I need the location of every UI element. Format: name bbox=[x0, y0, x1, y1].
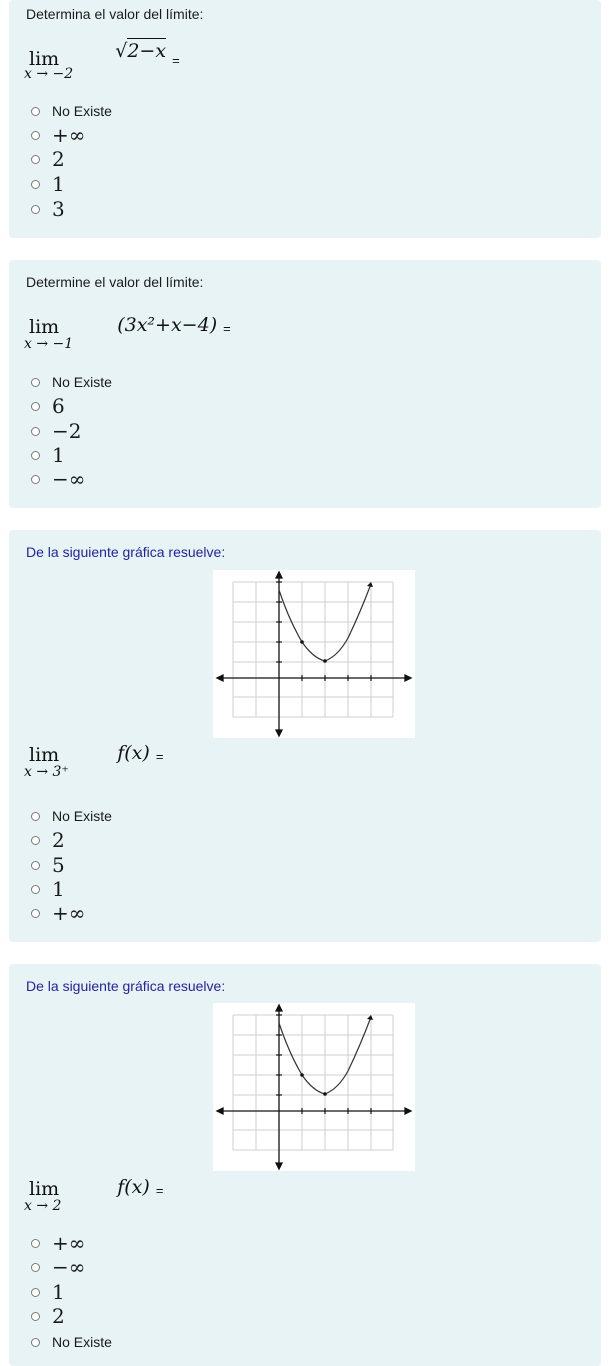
answer-option[interactable] bbox=[31, 1331, 112, 1353]
limit-expression bbox=[24, 1176, 164, 1214]
curve-point bbox=[323, 1092, 327, 1096]
radio-button[interactable] bbox=[31, 909, 40, 918]
question-card-2 bbox=[9, 260, 601, 508]
equals-sign: = bbox=[223, 321, 231, 336]
radio-button[interactable] bbox=[31, 1239, 40, 1248]
radio-button[interactable] bbox=[31, 451, 40, 460]
option-label: 3 bbox=[52, 197, 65, 221]
radio-button[interactable] bbox=[31, 427, 40, 436]
radio-button[interactable] bbox=[31, 885, 40, 894]
option-label: 2 bbox=[52, 828, 65, 852]
limit-operator: lim bbox=[29, 1178, 60, 1200]
radio-button[interactable] bbox=[31, 180, 40, 189]
grid-lines bbox=[233, 1015, 393, 1150]
limit-operator: lim bbox=[29, 48, 60, 70]
curve-arrow bbox=[367, 582, 373, 587]
answer-option[interactable] bbox=[31, 878, 65, 900]
answer-option[interactable] bbox=[31, 100, 112, 122]
answer-option[interactable] bbox=[31, 444, 65, 466]
equals-sign: = bbox=[155, 749, 164, 764]
option-label: 5 bbox=[52, 853, 65, 877]
limit-body: f(x) bbox=[117, 1176, 150, 1198]
radio-button[interactable] bbox=[31, 107, 40, 116]
limit-subscript: x → 3⁺ bbox=[24, 764, 69, 780]
radio-button[interactable] bbox=[31, 1263, 40, 1272]
radio-button[interactable] bbox=[31, 131, 40, 140]
radio-button[interactable] bbox=[31, 1312, 40, 1321]
curve-arrow bbox=[367, 1015, 373, 1020]
equals-sign: = bbox=[172, 53, 180, 68]
limit-expression bbox=[24, 40, 180, 82]
radio-button[interactable] bbox=[31, 378, 40, 387]
axes bbox=[217, 572, 411, 736]
radio-button[interactable] bbox=[31, 155, 40, 164]
limit-operator: lim bbox=[29, 744, 60, 766]
answer-option[interactable] bbox=[31, 1281, 65, 1303]
sqrt-icon: √ bbox=[115, 40, 128, 62]
question-prompt: Determine el valor del límite: bbox=[26, 274, 204, 290]
option-label: 1 bbox=[52, 443, 65, 467]
question-card-4 bbox=[9, 964, 601, 1366]
limit-subscript: x → −1 bbox=[24, 336, 74, 352]
option-label: No Existe bbox=[52, 103, 112, 119]
function-graph bbox=[213, 1003, 415, 1171]
option-label: −2 bbox=[52, 419, 82, 443]
curve-point bbox=[300, 1073, 304, 1077]
radio-button[interactable] bbox=[31, 1338, 40, 1347]
limit-body: f(x) bbox=[117, 742, 150, 764]
answer-option[interactable] bbox=[31, 173, 65, 195]
radio-button[interactable] bbox=[31, 402, 40, 411]
option-label: +∞ bbox=[52, 1231, 86, 1255]
answer-option[interactable] bbox=[31, 902, 85, 924]
option-label: No Existe bbox=[52, 374, 112, 390]
question-prompt: De la siguiente gráfica resuelve: bbox=[26, 978, 226, 994]
curve-point bbox=[323, 659, 327, 663]
equals-sign: = bbox=[155, 1183, 164, 1198]
radio-button[interactable] bbox=[31, 861, 40, 870]
option-label: 2 bbox=[52, 147, 65, 171]
answer-option[interactable] bbox=[31, 829, 65, 851]
option-label: No Existe bbox=[52, 1334, 112, 1350]
question-card-3 bbox=[9, 530, 601, 942]
option-label: −∞ bbox=[52, 1255, 86, 1279]
answer-option[interactable] bbox=[31, 468, 85, 490]
limit-operator: lim bbox=[29, 316, 60, 338]
question-card-1 bbox=[9, 0, 601, 238]
radio-button[interactable] bbox=[31, 205, 40, 214]
option-label: 2 bbox=[52, 1304, 65, 1328]
limit-subscript: x → 2 bbox=[24, 1198, 62, 1214]
function-graph bbox=[213, 570, 415, 738]
answer-option[interactable] bbox=[31, 805, 112, 827]
limit-subscript: x → −2 bbox=[24, 66, 74, 82]
option-label: 1 bbox=[52, 1280, 65, 1304]
answer-option[interactable] bbox=[31, 854, 65, 876]
answer-option[interactable] bbox=[31, 124, 85, 146]
option-label: No Existe bbox=[52, 808, 112, 824]
radio-button[interactable] bbox=[31, 836, 40, 845]
answer-option[interactable] bbox=[31, 395, 65, 417]
limit-body: (3x²+x−4) bbox=[117, 314, 218, 336]
curve-point bbox=[300, 640, 304, 644]
answer-option[interactable] bbox=[31, 1256, 85, 1278]
radio-button[interactable] bbox=[31, 812, 40, 821]
radio-button[interactable] bbox=[31, 475, 40, 484]
option-label: +∞ bbox=[52, 123, 86, 147]
option-label: −∞ bbox=[52, 467, 86, 491]
limit-expression bbox=[24, 314, 231, 352]
radicand: 2−x bbox=[127, 40, 167, 62]
option-label: 6 bbox=[52, 394, 65, 418]
axis-ticks bbox=[276, 582, 371, 681]
option-label: 1 bbox=[52, 877, 65, 901]
axis-ticks bbox=[276, 1015, 371, 1114]
answer-option[interactable] bbox=[31, 1232, 85, 1254]
answer-option[interactable] bbox=[31, 420, 81, 442]
option-label: +∞ bbox=[52, 901, 86, 925]
option-label: 1 bbox=[52, 172, 65, 196]
limit-expression bbox=[24, 742, 164, 780]
answer-option[interactable] bbox=[31, 198, 65, 220]
answer-option[interactable] bbox=[31, 148, 65, 170]
axes bbox=[217, 1005, 411, 1169]
grid-lines bbox=[233, 582, 393, 717]
answer-option[interactable] bbox=[31, 1305, 65, 1327]
radio-button[interactable] bbox=[31, 1288, 40, 1297]
answer-option[interactable] bbox=[31, 371, 112, 393]
question-prompt: De la siguiente gráfica resuelve: bbox=[26, 544, 226, 560]
question-prompt: Determina el valor del límite: bbox=[26, 6, 204, 22]
